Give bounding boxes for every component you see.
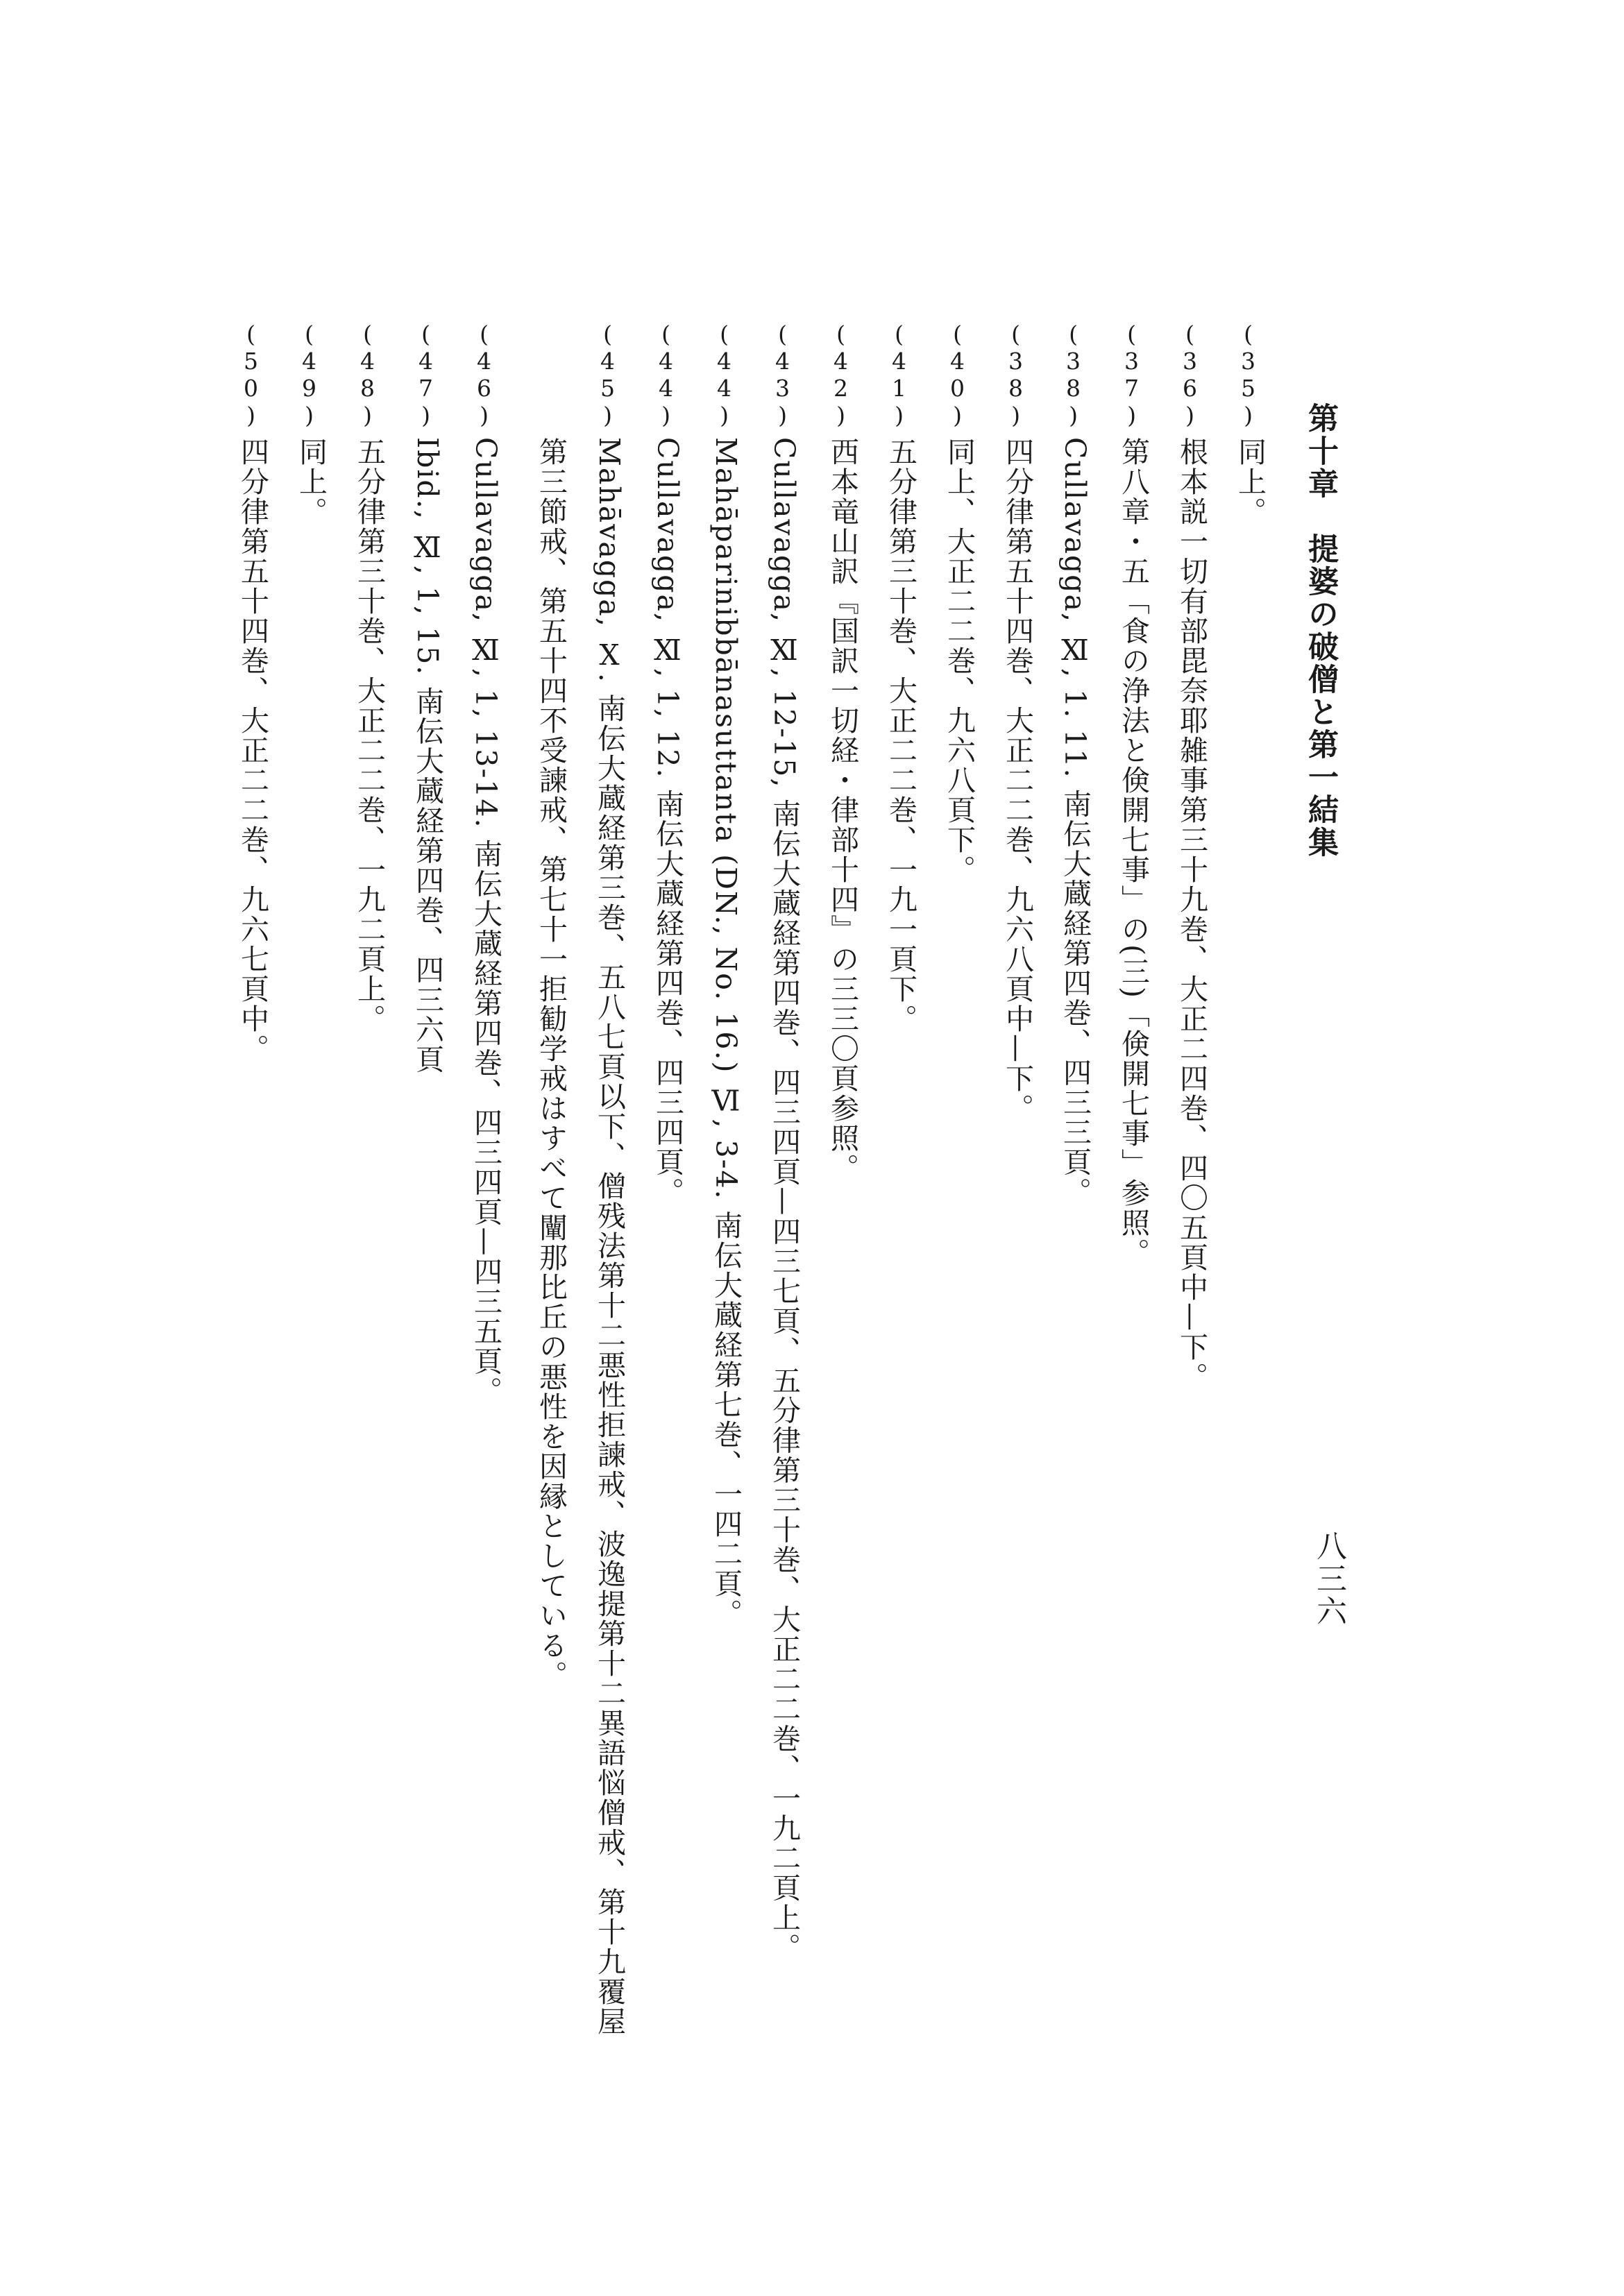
note-text: 四分律第五十四巻、大正二二巻、九六七頁中。: [236, 437, 269, 1064]
note-number: (44): [711, 321, 738, 429]
note-text-continuation: 第三節戒、第五十四不受諫戒、第七十一拒勧学戒はすべて闡那比丘の悪性を因縁としている。: [534, 437, 568, 1690]
note-text: Cullavagga, Ⅺ, 12-15, 南伝大蔵経第四巻、四三四頁—四三七頁、五分律第三十巻、大正二二巻、一九二頁上。: [768, 437, 801, 1963]
note-text: Ibid., Ⅺ, 1, 15. 南伝大蔵経第四巻、四三六頁: [411, 437, 444, 1075]
note-number: (50): [237, 321, 264, 429]
chapter-header: 第十章 提婆の破僧と第一結集: [1303, 402, 1338, 859]
note-text: 五分律第三十巻、大正二二巻、一九二頁上。: [353, 437, 386, 1034]
note-text: 根本説一切有部毘奈耶雑事第三十九巻、大正二四巻、四〇五頁中—下。: [1175, 437, 1208, 1392]
note-number: (41): [886, 321, 913, 429]
note-number: (44): [652, 321, 679, 429]
note-text: 五分律第三十巻、大正二二巻、一九一頁下。: [884, 437, 917, 1034]
page-number: 八三六: [1311, 1530, 1346, 1628]
note-number: (38): [1002, 321, 1029, 429]
note-text: Mahāparinibbānasuttanta (DN., No. 16.) Ⅵ, 3-4. 南伝大蔵経第七巻、一四二頁。: [709, 437, 743, 1629]
note-number: (42): [827, 321, 854, 429]
note-number: (38): [1060, 321, 1087, 429]
note-text: 第八章・五「食の浄法と倹開七事」の(三)「倹開七事」参照。: [1117, 437, 1150, 1268]
note-number: (47): [412, 321, 439, 429]
note-number: (45): [594, 321, 621, 429]
note-number: (49): [296, 321, 323, 429]
note-text: 同上、大正二二巻、九六八頁下。: [942, 437, 976, 885]
note-number: (43): [769, 321, 796, 429]
note-text: 西本竜山訳『国訳一切経・律部十四』の三三〇頁参照。: [826, 437, 859, 1183]
note-text: 四分律第五十四巻、大正二二巻、九六八頁中—下。: [1001, 437, 1034, 1123]
note-number: (46): [471, 321, 498, 429]
note-text: Mahāvagga, Ⅹ. 南伝大蔵経第三巻、五八七頁以下、僧残法第十二悪性拒諫戒、波逸提第十二異語悩僧戒、第十九覆屋: [593, 437, 626, 2036]
note-number: (35): [1235, 321, 1262, 429]
note-number: (36): [1176, 321, 1203, 429]
note-text: 同上。: [294, 437, 328, 527]
note-text: Cullavagga, Ⅺ, 1. 11. 南伝大蔵経第四巻、四三三頁。: [1058, 437, 1092, 1207]
note-number: (40): [944, 321, 971, 429]
note-text: Cullavagga, Ⅺ, 1, 13-14. 南伝大蔵経第四巻、四三四頁—四三五頁。: [469, 437, 502, 1406]
note-number: (48): [354, 321, 381, 429]
note-number: (37): [1118, 321, 1145, 429]
note-text: Cullavagga, Ⅺ, 1, 12. 南伝大蔵経第四巻、四三四頁。: [651, 437, 684, 1207]
note-text: 同上。: [1233, 437, 1267, 527]
